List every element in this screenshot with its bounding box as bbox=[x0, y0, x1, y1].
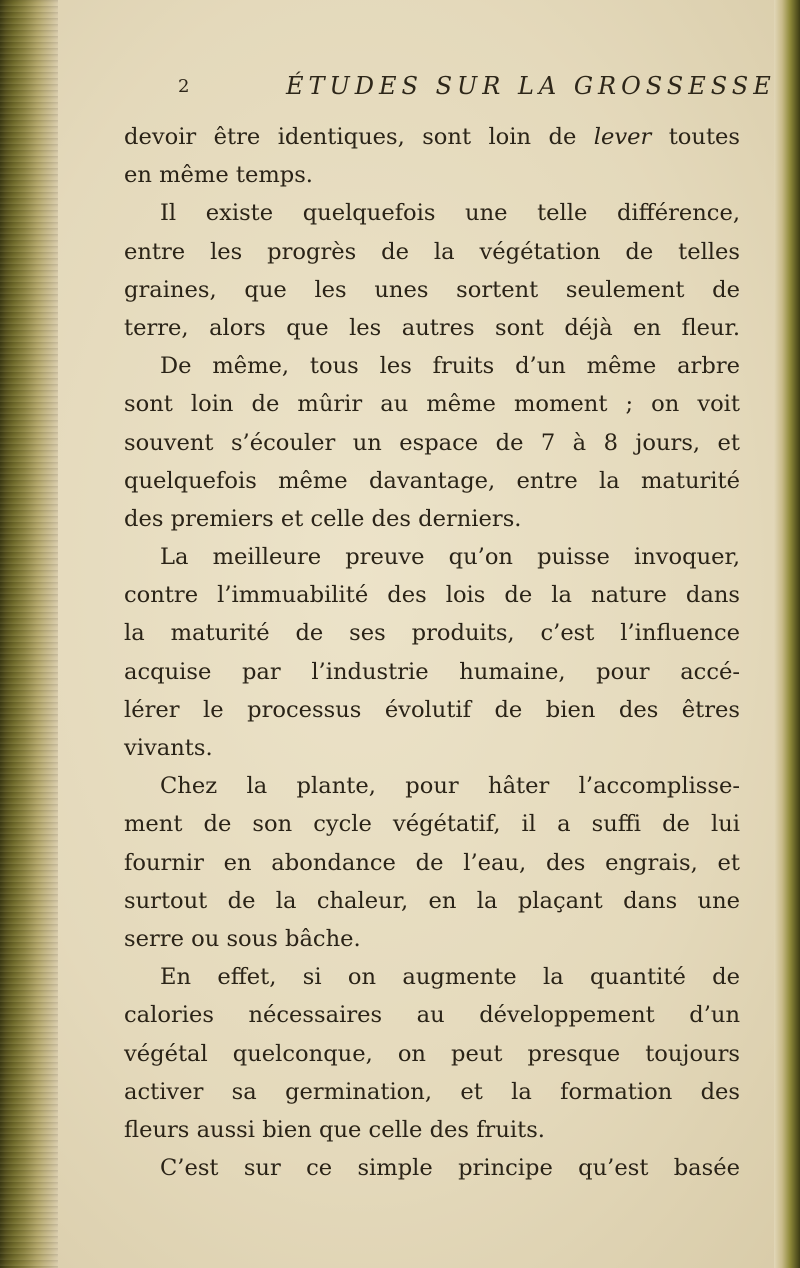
text-line: en même temps. bbox=[124, 162, 313, 189]
text-line: Il existe quelquefois une telle différence, bbox=[160, 200, 740, 227]
text-line: surtout de la chaleur, en la plaçant dans une bbox=[124, 887, 740, 914]
text-line: fournir en abondance de l’eau, des engrais, et bbox=[124, 849, 740, 876]
text-line: souvent s’écouler un espace de 7 à 8 jours, et bbox=[124, 429, 740, 456]
text-line: acquise par l’industrie humaine, pour accé- bbox=[124, 658, 740, 685]
running-title: ÉTUDES SUR LA GROSSESSE bbox=[286, 72, 776, 100]
text-line: C’est sur ce simple principe qu’est basée bbox=[160, 1155, 740, 1182]
text-line: la maturité de ses produits, c’est l’influence bbox=[124, 620, 740, 647]
text-line: La meilleure preuve qu’on puisse invoquer, bbox=[160, 544, 740, 571]
text-line: devoir être identiques, sont loin de lever toutes bbox=[124, 124, 740, 150]
text-line: fleurs aussi bien que celle des fruits. bbox=[124, 1116, 545, 1143]
page-edge-shadow bbox=[774, 0, 800, 1268]
text-line: sont loin de mûrir au même moment ; on voit bbox=[124, 391, 740, 418]
running-header bbox=[178, 72, 776, 106]
text-line: contre l’immuabilité des lois de la nature dans bbox=[124, 582, 740, 609]
text-line: En effet, si on augmente la quantité de bbox=[160, 964, 740, 991]
text-line: entre les progrès de la végétation de telles bbox=[124, 238, 740, 265]
text-line: des premiers et celle des derniers. bbox=[124, 505, 522, 532]
text-line: quelquefois même davantage, entre la maturité bbox=[124, 467, 740, 494]
text-line: terre, alors que les autres sont déjà en fleur. bbox=[124, 314, 740, 341]
text-line: végétal quelconque, on peut presque toujours bbox=[124, 1040, 740, 1067]
body-text bbox=[124, 118, 740, 1187]
page-gutter-shadow bbox=[0, 0, 58, 1268]
text-line: activer sa germination, et la formation des bbox=[124, 1078, 740, 1105]
text-line: De même, tous les fruits d’un même arbre bbox=[160, 353, 740, 380]
text-line: vivants. bbox=[124, 735, 213, 761]
text-line: Chez la plante, pour hâter l’accomplisse- bbox=[160, 773, 740, 800]
text-line: graines, que les unes sortent seulement de bbox=[124, 276, 740, 303]
page-number: 2 bbox=[178, 76, 190, 97]
text-line: serre ou sous bâche. bbox=[124, 925, 361, 952]
text-line: lérer le processus évolutif de bien des êtres bbox=[124, 696, 740, 723]
text-line: calories nécessaires au développement d’un bbox=[124, 1002, 740, 1029]
text-line: ment de son cycle végétatif, il a suffi de lui bbox=[124, 811, 740, 838]
